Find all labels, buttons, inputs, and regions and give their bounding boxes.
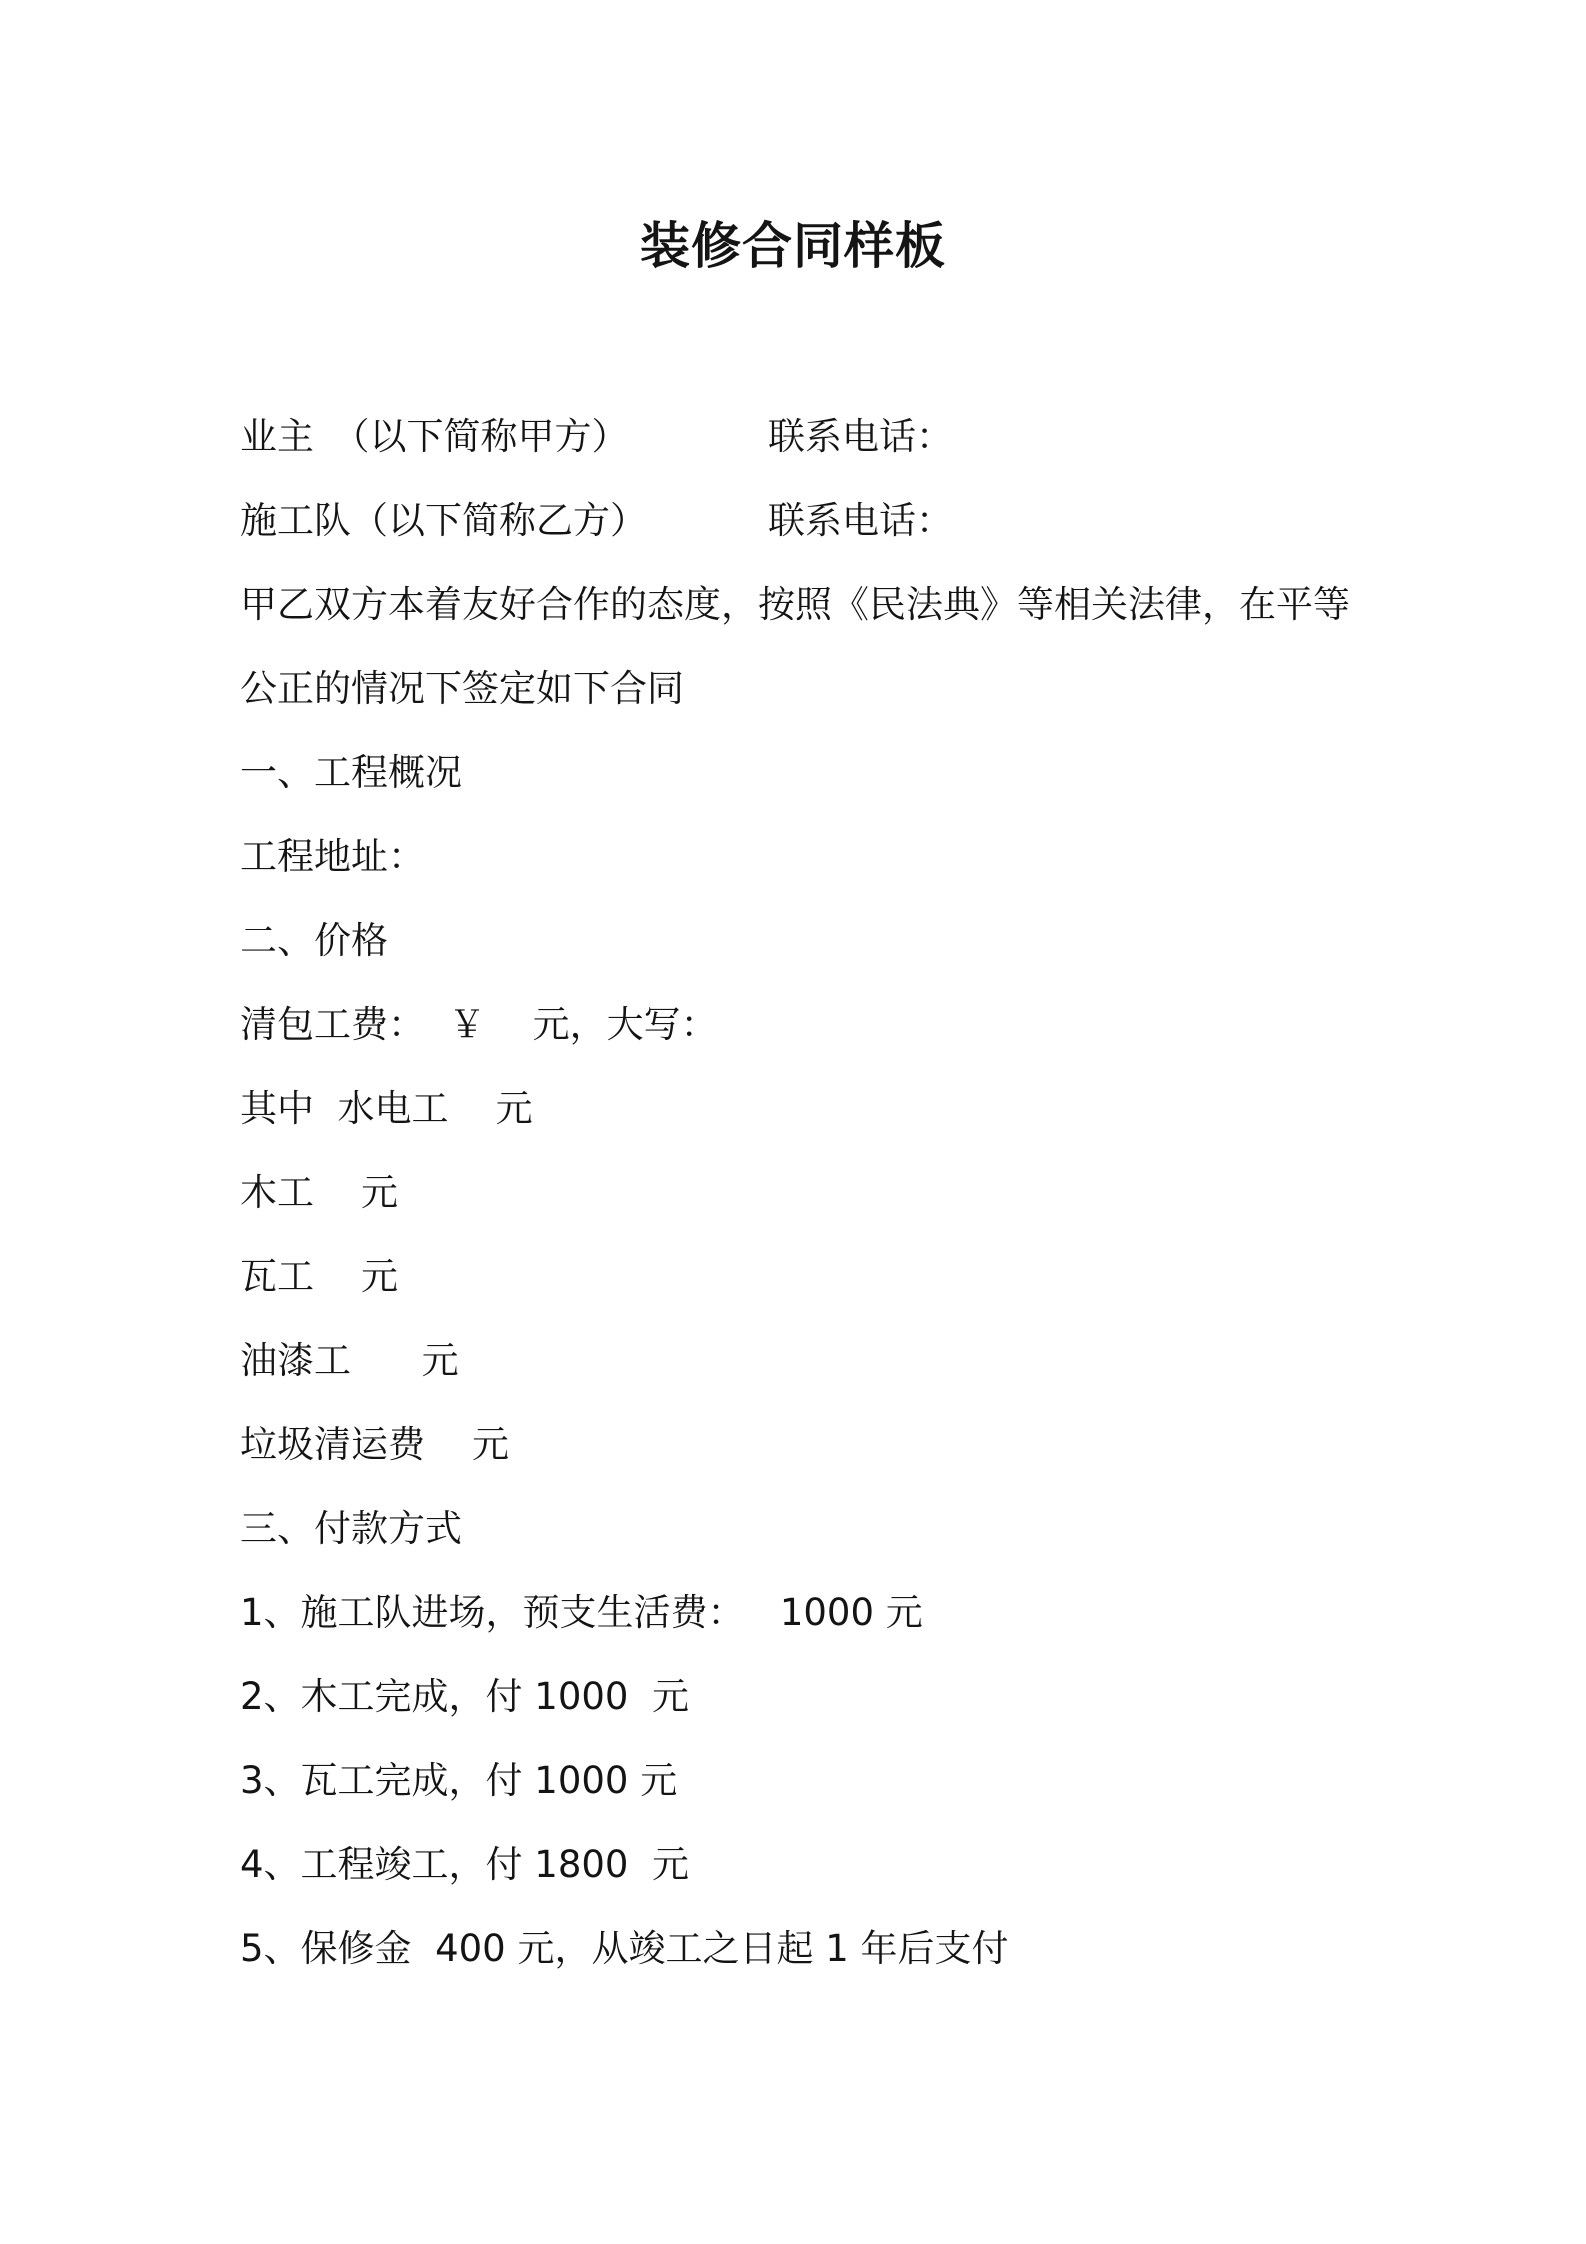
price-item: 木工 元: [240, 1171, 399, 1214]
document-title: 装修合同样板: [640, 217, 946, 275]
section-heading-project-overview: 一、工程概况: [240, 751, 462, 794]
payment-item: 1、施工队进场，预支生活费： 1000 元: [240, 1591, 923, 1634]
price-item: 垃圾清运费 元: [240, 1423, 510, 1466]
contractor-phone-label: 联系电话：: [768, 499, 953, 542]
price-item: 油漆工 元: [240, 1339, 459, 1382]
price-item: 其中 水电工 元: [240, 1087, 533, 1130]
intro-paragraph-line: 公正的情况下签定如下合同: [240, 667, 684, 710]
payment-item: 4、工程竣工，付 1800 元: [240, 1843, 689, 1886]
project-address-label: 工程地址：: [240, 835, 425, 878]
payment-item: 2、木工完成，付 1000 元: [240, 1675, 689, 1718]
owner-phone-label: 联系电话：: [768, 415, 953, 458]
price-item: 瓦工 元: [240, 1255, 399, 1298]
section-heading-price: 二、价格: [240, 919, 388, 962]
contractor-line: 施工队（以下简称乙方）: [240, 499, 647, 542]
owner-line: 业主 （以下简称甲方）: [240, 415, 629, 458]
section-heading-payment: 三、付款方式: [240, 1507, 462, 1550]
payment-item: 3、瓦工完成，付 1000 元: [240, 1759, 678, 1802]
price-item: 清包工费： ￥ 元，大写：: [240, 1003, 718, 1046]
intro-paragraph-line: 甲乙双方本着友好合作的态度，按照《民法典》等相关法律，在平等: [240, 583, 1350, 626]
payment-item: 5、保修金 400 元，从竣工之日起 1 年后支付: [240, 1927, 1009, 1970]
